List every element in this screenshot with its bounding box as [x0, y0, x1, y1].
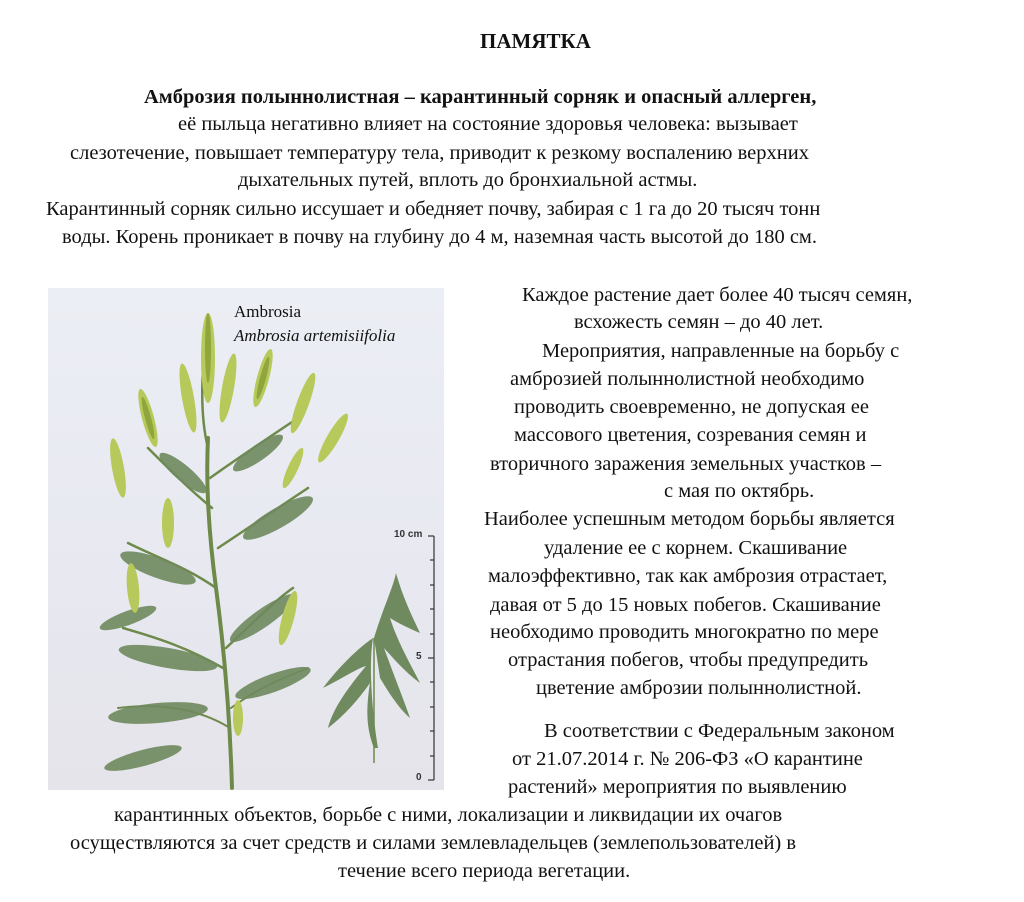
- separate-leaf: [323, 573, 420, 763]
- bottom-line: течение всего периода вегетации.: [338, 860, 631, 882]
- body-line: амброзией полыннолистной необходимо: [510, 368, 865, 390]
- body-line: от 21.07.2014 г. № 206-ФЗ «О карантине: [512, 748, 863, 770]
- bottom-line: осуществляются за счет средств и силами землевладельцев (землепользователей) в: [70, 832, 797, 854]
- scale-label-bottom: 0: [416, 772, 422, 783]
- plant-drawing: [48, 288, 444, 790]
- flower-spikes: [107, 313, 352, 736]
- body-line: В соответствии с Федеральным законом: [544, 720, 895, 742]
- scale-ruler: [428, 536, 434, 780]
- body-line: малоэффективно, так как амброзия отрастает,: [488, 565, 888, 587]
- body-line: с мая по октябрь.: [664, 480, 815, 502]
- bottom-line: карантинных объектов, борьбе с ними, локализации и ликвидации их очагов: [114, 804, 783, 826]
- body-line: давая от 5 до 15 новых побегов. Скашивание: [490, 594, 881, 616]
- page-title: ПАМЯТКА: [480, 29, 591, 53]
- intro-line: Карантинный сорняк сильно иссушает и обедняет почву, забирая с 1 га до 20 тысяч тонн: [46, 198, 821, 220]
- scale-label-mid: 5: [416, 651, 422, 662]
- figure-caption-common: Ambrosia: [234, 302, 302, 321]
- intro-line: слезотечение, повышает температуру тела, приводит к резкому воспалению верхних: [70, 142, 809, 164]
- body-line: необходимо проводить многократно по мере: [490, 621, 879, 643]
- intro-line: её пыльца негативно влияет на состояние здоровья человека: вызывает: [178, 113, 798, 135]
- body-line: растений» мероприятия по выявлению: [508, 776, 847, 798]
- body-line: Каждое растение дает более 40 тысяч семян,: [522, 284, 913, 306]
- body-line: удаление ее с корнем. Скашивание: [544, 537, 848, 559]
- page-subtitle: Амброзия полыннолистная – карантинный сорняк и опасный аллерген,: [144, 86, 817, 108]
- body-line: массового цветения, созревания семян и: [514, 424, 867, 446]
- ambrosia-illustration: [48, 288, 444, 790]
- body-line: проводить своевременно, не допуская ее: [514, 396, 869, 418]
- intro-line: воды. Корень проникает в почву на глубину до 4 м, наземная часть высотой до 180 см.: [62, 226, 818, 248]
- body-line: Наиболее успешным методом борьбы является: [484, 508, 895, 530]
- intro-line: дыхательных путей, вплоть до бронхиальной астмы.: [238, 169, 698, 191]
- body-line: Мероприятия, направленные на борьбу с: [542, 340, 900, 362]
- figure-caption-latin: Ambrosia artemisiifolia: [234, 326, 396, 345]
- body-line: отрастания побегов, чтобы предупредить: [508, 649, 869, 671]
- body-line: всхожесть семян – до 40 лет.: [574, 311, 824, 333]
- scale-label-top: 10 cm: [394, 529, 423, 540]
- body-line: вторичного заражения земельных участков –: [490, 453, 882, 475]
- body-line: цветение амброзии полыннолистной.: [536, 677, 862, 699]
